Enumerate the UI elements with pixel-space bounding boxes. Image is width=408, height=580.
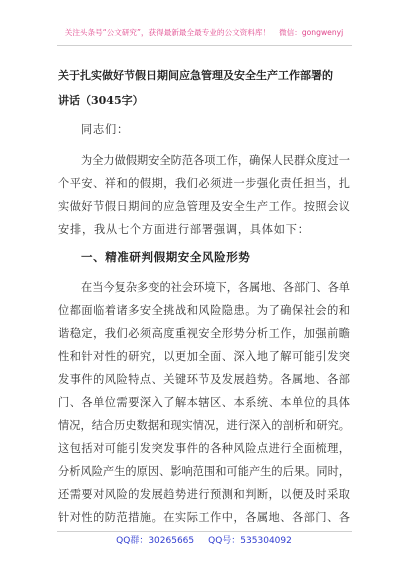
header-notice-text: 关注头条号“公文研究”，获得最新最全最专业的公文资料库！ — [64, 28, 271, 37]
body-line: 还需要对风险的发展趋势进行预测和判断，以便及时采取 — [58, 488, 350, 501]
qq-number-text: QQ号：535304092 — [208, 536, 292, 546]
footer-contacts — [0, 535, 408, 548]
footer-divider — [57, 531, 352, 532]
body-line: 这包括对可能引发突发事件的各种风险点进行全面梳理， — [58, 442, 350, 455]
body-line: 在当今复杂多变的社会环境下，各属地、各部门、各单 — [81, 281, 350, 294]
body-line: 性和针对性的研究，以更加全面、深入地了解可能引发突 — [58, 350, 350, 363]
document-title — [58, 63, 350, 113]
body-line: 情况，结合历史数据和现实情况，进行深入的剖析和研究。 — [58, 419, 350, 432]
header-divider — [57, 45, 352, 46]
header-notice — [0, 27, 408, 39]
intro-paragraph — [58, 149, 350, 241]
body-line: 位都面临着诸多安全挑战和风险隐患。为了确保社会的和 — [58, 304, 350, 317]
body-line: 谐稳定，我们必须高度重视安全形势分析工作，加强前瞻 — [58, 327, 350, 340]
section-paragraph — [58, 276, 350, 529]
title-line: 关于扎实做好节假日期间应急管理及安全生产工作部署的 — [58, 69, 333, 82]
qq-group-text: QQ群：30265665 — [116, 536, 195, 546]
header-wechat-text: 微信：gongwenyj — [279, 28, 344, 37]
body-line: 实做好节假日期间的应急管理及安全生产工作。按照会议 — [58, 200, 350, 213]
body-line: 针对性的防范措施。在实际工作中，各属地、各部门、各 — [58, 511, 350, 524]
body-line: 为全力做假期安全防范各项工作，确保人民群众度过一 — [81, 154, 350, 167]
body-line: 安排，我从七个方面进行部署强调，具体如下： — [58, 223, 310, 236]
title-line: 讲话（3045字） — [58, 94, 144, 107]
body-line: 门、各单位需要深入了解本辖区、本系统、本单位的具体 — [58, 396, 350, 409]
body-line: 分析风险产生的原因、影响范围和可能产生的后果。同时， — [58, 465, 350, 478]
salutation: 同志们： — [81, 123, 129, 136]
body-line: 个平安、祥和的假期，我们必须进一步强化责任担当，扎 — [58, 177, 350, 190]
body-line: 发事件的风险特点、关键环节及发展趋势。各属地、各部 — [58, 373, 350, 386]
section-heading: 一、精准研判假期安全风险形势 — [81, 250, 251, 264]
